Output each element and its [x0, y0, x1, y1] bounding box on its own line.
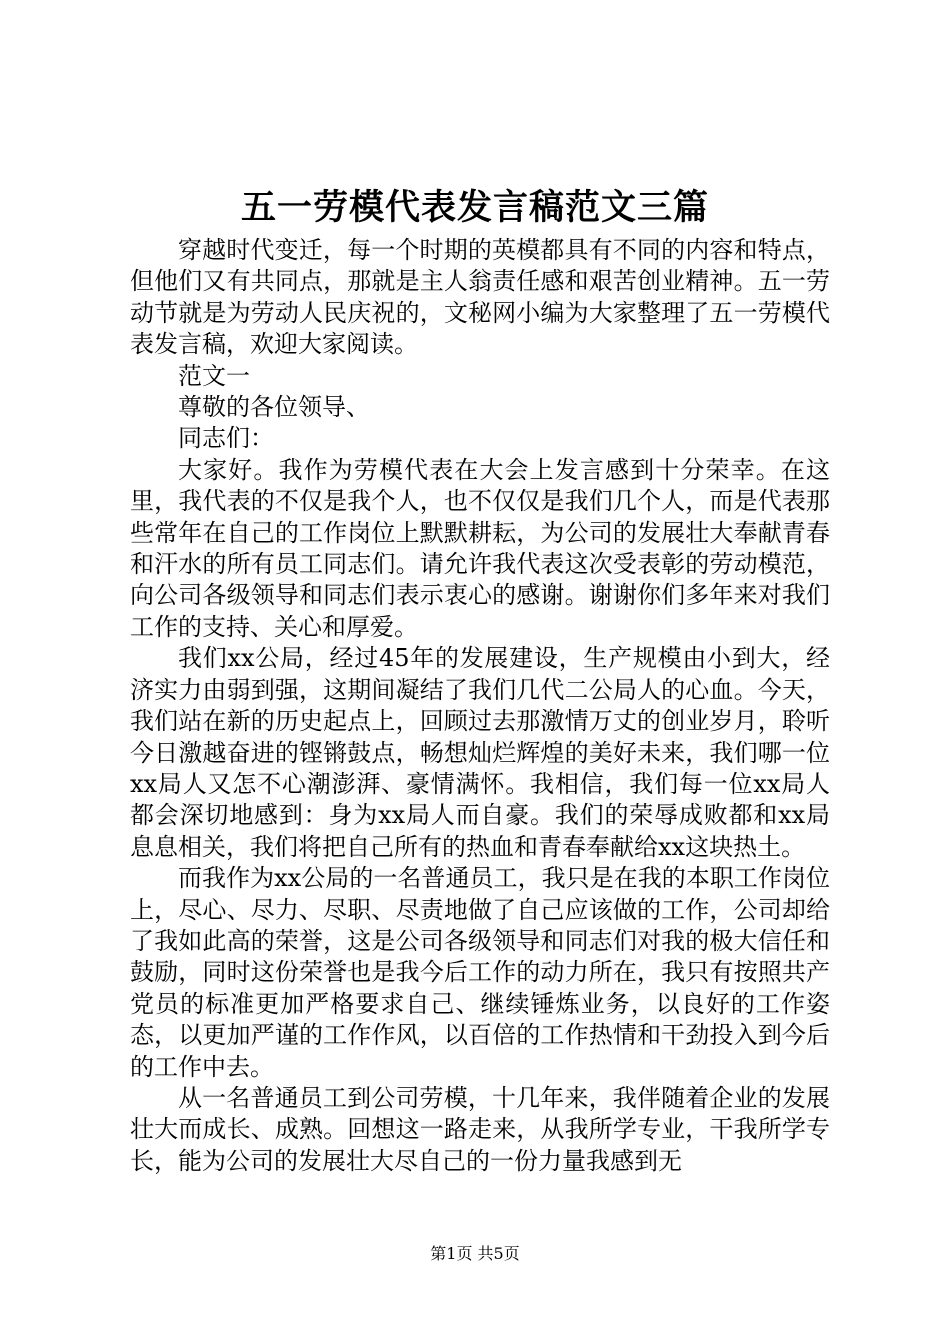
page-number-footer: 第1页 共5页	[430, 1244, 520, 1263]
paragraph-greeting: 大家好。我作为劳模代表在大会上发言感到十分荣幸。在这里，我代表的不仅是我个人，也不仅仅是我们几个人，而是代表那些常年在自己的工作岗位上默默耕耘，为公司的发展壮大奉献青春和汗水的所有员工同志们。请允许我代表这次受表彰的劳动模范，向公司各级领导和同志们表示衷心的感谢。谢谢你们多年来对我们工作的支持、关心和厚爱。	[130, 455, 830, 641]
paragraph-growth: 从一名普通员工到公司劳模，十几年来，我伴随着企业的发展壮大而成长、成熟。回想这一路走来，从我所学专业，干我所学专长，能为公司的发展壮大尽自己的一份力量我感到无	[130, 1083, 830, 1175]
document-title: 五一劳模代表发言稿范文三篇	[240, 187, 709, 228]
document-body	[130, 235, 830, 1177]
paragraph-bureau-history: 我们xx公局，经过45年的发展建设，生产规模由小到大，经济实力由弱到强，这期间凝结了我们几代二公局人的心血。今天，我们站在新的历史起点上，回顾过去那激情万丈的创业岁月，聆听今日激越奋进的铿锵鼓点，畅想灿烂辉煌的美好未来，我们哪一位xx局人又怎不心潮澎湃、豪情满怀。我相信，我们每一位xx局人都会深切地感到：身为xx局人而自豪。我们的荣辱成败都和xx局息息相关，我们将把自己所有的热血和青春奉献给xx这块热土。	[130, 644, 830, 861]
paragraph-ordinary-employee: 而我作为xx公局的一名普通员工，我只是在我的本职工作岗位上，尽心、尽力、尽职、尽责地做了自己应该做的工作，公司却给了我如此高的荣誉，这是公司各级领导和同志们对我的极大信任和鼓励，同时这份荣誉也是我今后工作的动力所在，我只有按照共产党员的标准更加严格要求自己、继续锤炼业务，以良好的工作姿态，以更加严谨的工作作风，以百倍的工作热情和干劲投入到今后的工作中去。	[130, 864, 830, 1081]
paragraph-salutation-leaders: 尊敬的各位领导、	[178, 393, 370, 422]
paragraph-salutation-comrades: 同志们：	[178, 424, 274, 453]
paragraph-sample-heading: 范文一	[178, 361, 250, 390]
paragraph-intro: 穿越时代变迁，每一个时期的英模都具有不同的内容和特点，但他们又有共同点，那就是主人翁责任感和艰苦创业精神。五一劳动节就是为劳动人民庆祝的，文秘网小编为大家整理了五一劳模代表发言稿，欢迎大家阅读。	[130, 236, 830, 359]
